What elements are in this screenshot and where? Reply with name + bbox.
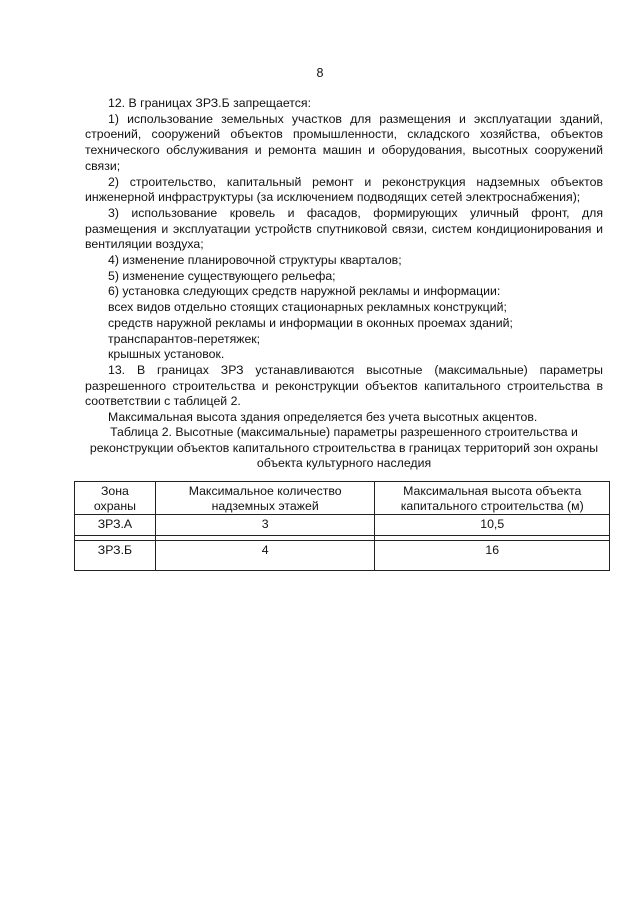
cell-height: 10,5 xyxy=(375,515,610,536)
page-number: 8 xyxy=(316,66,324,80)
table-caption: Таблица 2. Высотные (максимальные) параметры разрешенного строительства и реконструкции объектов капитального строительства в границах территорий зон охраны объекта культурного наследия xyxy=(89,425,599,471)
table-row xyxy=(75,541,610,571)
paragraph-12-heading: 12. В границах ЗРЗ.Б запрещается: xyxy=(108,96,312,110)
paragraph-subitem-roof: крышных установок. xyxy=(108,347,225,362)
cell-zone: ЗРЗ.А xyxy=(75,515,156,536)
paragraph-item-2: 2) строительство, капитальный ремонт и реконструкция надземных объектов инженерной инфраструктуры (за исключением подводящих сетей электроснабжения); xyxy=(85,174,603,205)
header-height: Максимальная высота объекта капитального строительства (м) xyxy=(375,482,610,515)
paragraph-item-5: 5) изменение существующего рельефа; xyxy=(108,268,336,283)
paragraph-13: 13. В границах ЗРЗ устанавливаются высотные (максимальные) параметры разрешенного строительства и реконструкции объектов капитального строительства в соответствии с таблицей 2. xyxy=(85,362,603,409)
cell-floors: 4 xyxy=(155,541,375,571)
cell-zone: ЗРЗ.Б xyxy=(75,541,156,571)
paragraph-item-4: 4) изменение планировочной структуры кварталов; xyxy=(108,253,402,268)
paragraph-subitem-windows: средств наружной рекламы и информации в оконных проемах зданий; xyxy=(108,315,513,330)
paragraph-subitem-banners: транспарантов-перетяжек; xyxy=(108,331,261,346)
paragraph-item-1: 1) использование земельных участков для размещения и эксплуатации зданий, строений, сооружений объектов промышленности, складского хозяйства, объектов технического обслуживания и ремонта машин и оборудования, высотных сооружений связи; xyxy=(85,111,603,173)
table-row xyxy=(75,515,610,536)
cell-height: 16 xyxy=(375,541,610,571)
header-floors: Максимальное количество надземных этажей xyxy=(155,482,375,515)
height-parameters-table xyxy=(74,481,610,571)
paragraph-subitem-stands: всех видов отдельно стоящих стационарных рекламных конструкций; xyxy=(108,300,507,315)
header-zone: Зона охраны xyxy=(75,482,156,515)
paragraph-item-3: 3) использование кровель и фасадов, формирующих уличный фронт, для размещения и эксплуатации устройств спутниковой связи, систем кондиционирования и вентиляции воздуха; xyxy=(85,205,603,252)
paragraph-item-6: 6) установка следующих средств наружной рекламы и информации: xyxy=(108,284,501,299)
body-text xyxy=(85,96,603,426)
cell-floors: 3 xyxy=(155,515,375,536)
paragraph-max-height: Максимальная высота здания определяется без учета высотных акцентов. xyxy=(108,410,538,425)
table-header-row xyxy=(75,482,610,515)
